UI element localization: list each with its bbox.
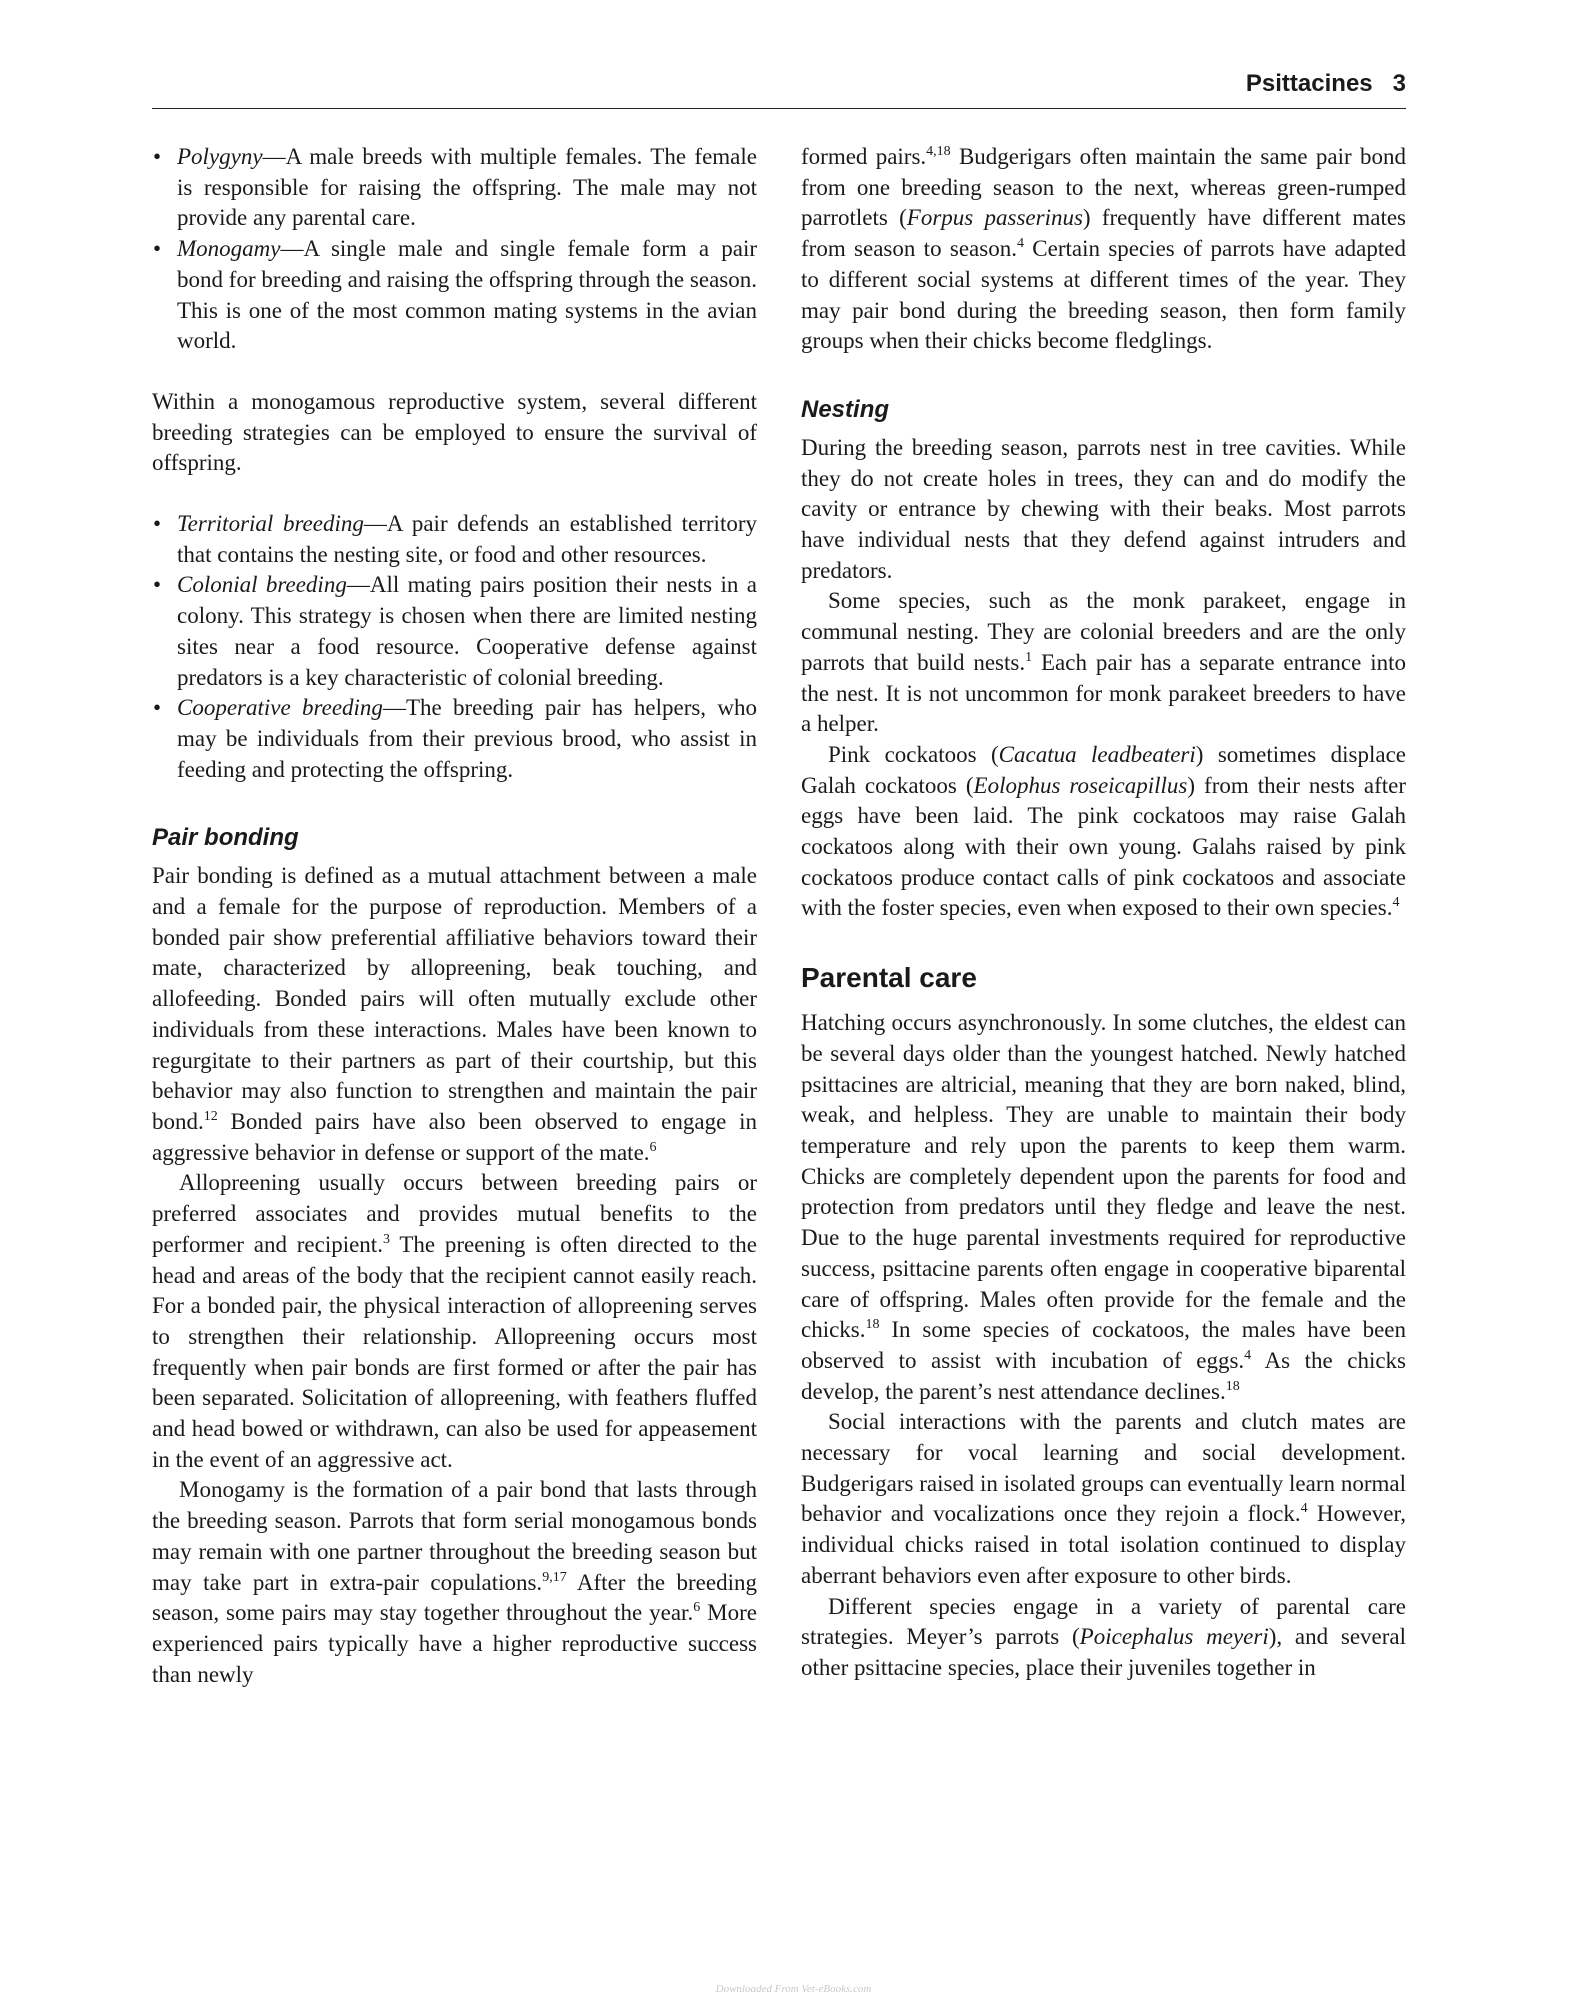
paragraph: Social interactions with the parents and clutch mates are necessary for vocal learning and social development. Budgerigars raised in isolated groups can eventually learn normal behavior and vocalizations once they rejoin a flock.$^4$ However, individual chicks raised in total isolation continued to display aberrant behaviors even after exposure to other birds. bbox=[801, 1409, 1406, 1588]
left-column bbox=[152, 142, 757, 1690]
pair-bonding-heading: Pair bonding bbox=[152, 824, 299, 852]
list-item: • Cooperative breeding—The breeding pair has helpers, who may be individuals from their previous brood, who assist in feeding and protecting the offspring. bbox=[152, 693, 757, 785]
paragraph: Different species engage in a variety of parental care strategies. Meyer’s parrots (Poicephalus meyeri), and several other psittacine species, place their juveniles together in bbox=[801, 1593, 1406, 1680]
mating-systems-list bbox=[152, 142, 757, 357]
paragraph: Pink cockatoos (Cacatua leadbeateri) sometimes displace Galah cockatoos (Eolophus roseicapillus) from their nests after eggs have been laid. The pink cockatoos may raise Galah cockatoos along with their own young. Galahs raised by pink cockatoos produce contact calls of pink cockatoos and associate with the foster species, even when exposed to their own species.$^4$ bbox=[801, 741, 1406, 921]
page-number: 3 bbox=[1392, 70, 1406, 97]
paragraph: formed pairs.$^{4,18}$ Budgerigars often maintain the same pair bond from one breeding season to the next, whereas green-rumped parrotlets (Forpus passerinus) frequently have different mates from season to season.$^4$ Certain species of parrots have adapted to different social systems at different times of the year. They may pair bond during the breeding season, then form family groups when their chicks become fledglings. bbox=[801, 144, 1407, 354]
breeding-strategies-list bbox=[152, 509, 757, 785]
running-header bbox=[152, 70, 1406, 109]
watermark-footer: Downloaded From Vet-eBooks.com bbox=[715, 1983, 872, 1995]
header-title bbox=[1246, 70, 1406, 98]
right-column bbox=[801, 142, 1406, 1684]
list-item: • Polygyny—A male breeds with multiple females. The female is responsible for raising the offspring. The male may not provide any parental care. bbox=[152, 142, 757, 234]
paragraph: During the breeding season, parrots nest in tree cavities. While they do not create holes in trees, they can and do modify the cavity or entrance by chewing with their beaks. Most parrots have individual nests that they defend against intruders and predators. bbox=[801, 434, 1406, 583]
paragraph: Some species, such as the monk parakeet, engage in communal nesting. They are colonial breeders and are the only parrots that build nests.$^1$ Each pair has a separate entrance into the nest. It is not uncommon for monk parakeet breeders to have a helper. bbox=[801, 588, 1406, 737]
parental-care-heading: Parental care bbox=[801, 962, 977, 994]
intro-paragraph: Within a monogamous reproductive system, several different breeding strategies can be employed to ensure the survival of offspring. bbox=[152, 388, 757, 476]
paragraph: Pair bonding is defined as a mutual attachment between a male and a female for the purpose of reproduction. Members of a bonded pair show preferential affiliative behaviors toward their mate, characterized by allopreening, beak touching, and allofeeding. Bonded pairs will often mutually exclude other individuals from these interactions. Males have been known to regurgitate to their partners as part of their courtship, but this behavior may also function to strengthen and maintain the pair bond.$^{12}$ Bonded pairs have also been observed to engage in aggressive behavior in defense or support of the mate.$^6$ bbox=[152, 863, 757, 1165]
paragraph: Monogamy is the formation of a pair bond that lasts through the breeding season. Parrots that form serial monogamous bonds may remain with one partner throughout the breeding season but may take part in extra-pair copulations.$^{9,17}$ After the breeding season, some pairs may stay together throughout the year.$^6$ More experienced pairs typically have a higher reproductive success than newly bbox=[152, 1477, 757, 1687]
list-item: • Territorial breeding—A pair defends an established territory that contains the nesting site, or food and other resources. bbox=[152, 509, 757, 570]
paragraph: Allopreening usually occurs between breeding pairs or preferred associates and provides mutual benefits to the performer and recipient.$^3$ The preening is often directed to the head and areas of the body that the recipient cannot easily reach. For a bonded pair, the physical interaction of allopreening serves to strengthen their relationship. Allopreening occurs most frequently when pair bonds are first formed or after the pair has been separated. Solicitation of allopreening, with feathers fluffed and head bowed or withdrawn, can also be used for appeasement in the event of an aggressive act. bbox=[152, 1170, 757, 1472]
section-title: Psittacines bbox=[1245, 70, 1373, 97]
list-item: • Colonial breeding—All mating pairs position their nests in a colony. This strategy is chosen when there are limited nesting sites near a food resource. Cooperative defense against predators is a key characteristic of colonial breeding. bbox=[152, 570, 757, 693]
nesting-heading: Nesting bbox=[801, 395, 890, 423]
paragraph: Hatching occurs asynchronously. In some clutches, the eldest can be several days older than the youngest hatched. Newly hatched psittacines are altricial, meaning that they are born naked, blind, weak, and helpless. They are unable to maintain their body temperature and rely upon the parents to keep them warm. Chicks are completely dependent upon the parents for food and protection from predators until they fledge and leave the nest. Due to the huge parental investments required for reproductive success, psittacine parents often engage in cooperative biparental care of offspring. Males often provide for the female and the chicks.$^{18}$ In some species of cockatoos, the males have been observed to assist with incubation of eggs.$^4$ As the chicks develop, the parent’s nest attendance declines.$^{18}$ bbox=[801, 1010, 1406, 1404]
list-item: • Monogamy—A single male and single female form a pair bond for breeding and raising the offspring through the season. This is one of the most common mating systems in the avian world. bbox=[152, 234, 757, 357]
